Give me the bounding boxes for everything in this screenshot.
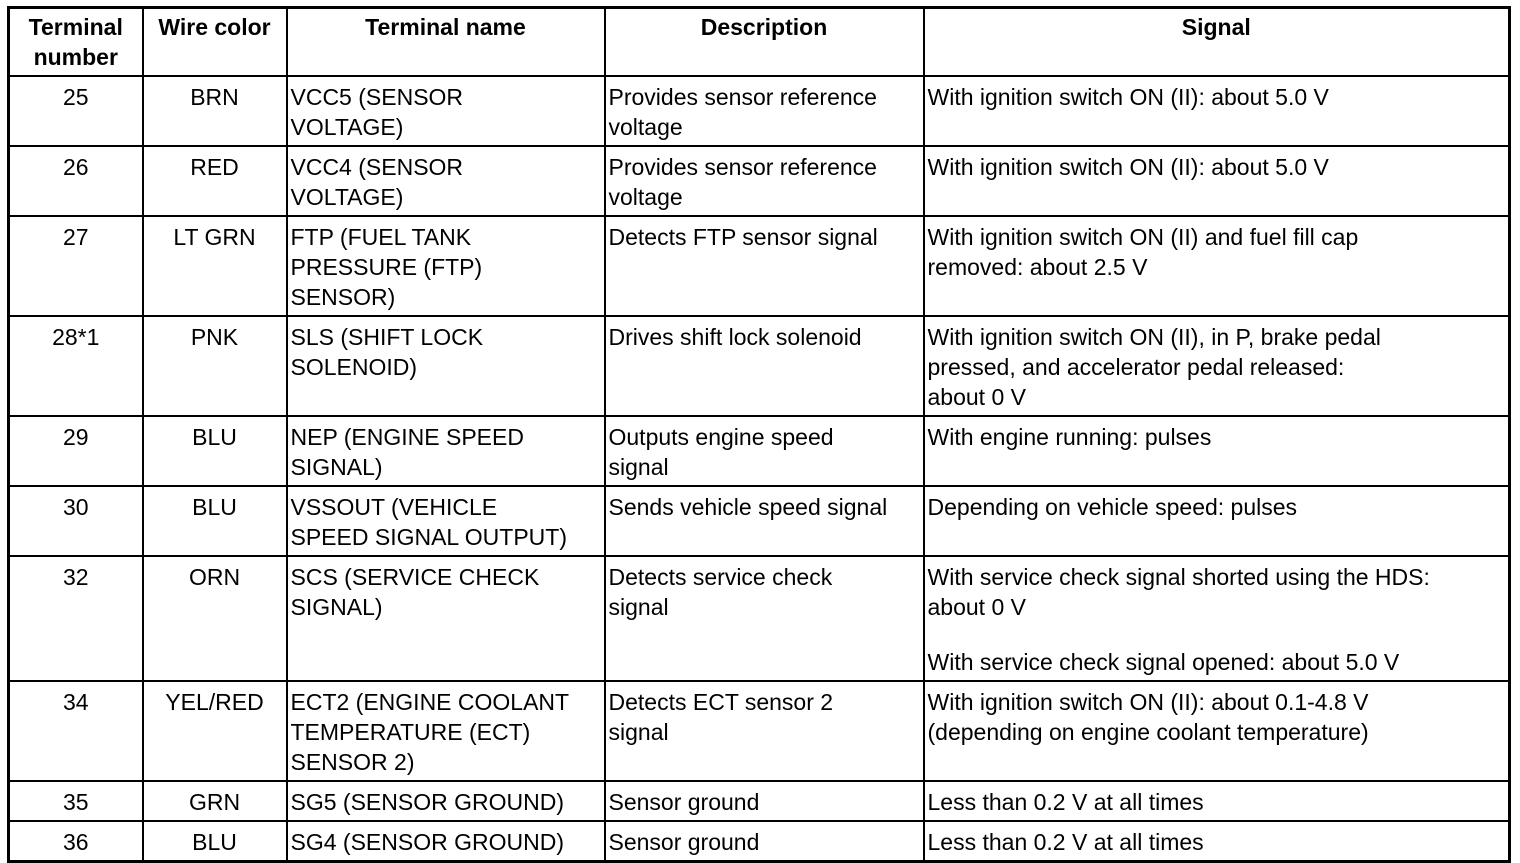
signal-cell: Less than 0.2 V at all times (924, 781, 1510, 821)
description-cell: Detects service check signal (605, 556, 924, 681)
wire-color-cell: RED (143, 146, 287, 216)
description-cell: Detects FTP sensor signal (605, 216, 924, 316)
description-cell: Sensor ground (605, 781, 924, 821)
wire-color-cell: BRN (143, 76, 287, 146)
table-row (9, 486, 1510, 556)
table-row (9, 781, 1510, 821)
wire-color-cell: YEL/RED (143, 681, 287, 781)
table-row (9, 216, 1510, 316)
header-row (9, 8, 1510, 77)
description-cell: Outputs engine speed signal (605, 416, 924, 486)
signal-cell: Less than 0.2 V at all times (924, 821, 1510, 862)
signal-text-extra: With service check signal opened: about 5.0 V (927, 649, 1400, 675)
wire-color-cell: ORN (143, 556, 287, 681)
signal-cell: With ignition switch ON (II): about 0.1-4.8 V (depending on engine coolant temperature) (924, 681, 1510, 781)
terminal-number-cell: 25 (9, 76, 143, 146)
terminal-number-cell: 29 (9, 416, 143, 486)
table-body (9, 76, 1510, 862)
terminal-name-cell: FTP (FUEL TANK PRESSURE (FTP) SENSOR) (287, 216, 605, 316)
table-row (9, 681, 1510, 781)
table-row (9, 556, 1510, 681)
terminal-name-cell: SLS (SHIFT LOCK SOLENOID) (287, 316, 605, 416)
wire-color-cell: BLU (143, 416, 287, 486)
terminal-name-cell: SG4 (SENSOR GROUND) (287, 821, 605, 862)
description-cell: Detects ECT sensor 2 signal (605, 681, 924, 781)
table-row (9, 316, 1510, 416)
header-terminal-number: Terminal number (9, 8, 143, 77)
terminal-number-cell: 34 (9, 681, 143, 781)
description-cell: Sends vehicle speed signal (605, 486, 924, 556)
wire-color-cell: PNK (143, 316, 287, 416)
terminal-name-cell: NEP (ENGINE SPEED SIGNAL) (287, 416, 605, 486)
terminal-number-cell: 32 (9, 556, 143, 681)
terminal-number-cell: 28*1 (9, 316, 143, 416)
description-cell: Sensor ground (605, 821, 924, 862)
signal-cell (924, 556, 1510, 681)
terminal-number-cell: 26 (9, 146, 143, 216)
wire-color-cell: BLU (143, 486, 287, 556)
table-row (9, 146, 1510, 216)
description-cell: Drives shift lock solenoid (605, 316, 924, 416)
terminal-number-cell: 27 (9, 216, 143, 316)
header-signal: Signal (924, 8, 1510, 77)
signal-cell: With ignition switch ON (II): about 5.0 V (924, 146, 1510, 216)
signal-cell: Depending on vehicle speed: pulses (924, 486, 1510, 556)
terminal-number-cell: 36 (9, 821, 143, 862)
signal-cell: With ignition switch ON (II): about 5.0 V (924, 76, 1510, 146)
signal-text: With service check signal shorted using the HDS: about 0 V (927, 564, 1430, 620)
terminal-name-cell: SCS (SERVICE CHECK SIGNAL) (287, 556, 605, 681)
table-row (9, 76, 1510, 146)
signal-cell: With ignition switch ON (II) and fuel fill cap removed: about 2.5 V (924, 216, 1510, 316)
terminal-name-cell: VCC5 (SENSOR VOLTAGE) (287, 76, 605, 146)
table-row (9, 821, 1510, 862)
header-wire-color: Wire color (143, 8, 287, 77)
terminal-name-cell: SG5 (SENSOR GROUND) (287, 781, 605, 821)
wire-color-cell: GRN (143, 781, 287, 821)
terminal-number-cell: 30 (9, 486, 143, 556)
header-description: Description (605, 8, 924, 77)
terminal-name-cell: ECT2 (ENGINE COOLANT TEMPERATURE (ECT) SENSOR 2) (287, 681, 605, 781)
header-terminal-name: Terminal name (287, 8, 605, 77)
signal-cell: With engine running: pulses (924, 416, 1510, 486)
description-cell: Provides sensor reference voltage (605, 76, 924, 146)
terminal-name-cell: VSSOUT (VEHICLE SPEED SIGNAL OUTPUT) (287, 486, 605, 556)
table-header (9, 8, 1510, 77)
wire-color-cell: BLU (143, 821, 287, 862)
signal-cell: With ignition switch ON (II), in P, brake pedal pressed, and accelerator pedal released: about 0 V (924, 316, 1510, 416)
terminal-table (7, 6, 1511, 863)
terminal-name-cell: VCC4 (SENSOR VOLTAGE) (287, 146, 605, 216)
description-cell: Provides sensor reference voltage (605, 146, 924, 216)
wire-color-cell: LT GRN (143, 216, 287, 316)
terminal-number-cell: 35 (9, 781, 143, 821)
table-row (9, 416, 1510, 486)
